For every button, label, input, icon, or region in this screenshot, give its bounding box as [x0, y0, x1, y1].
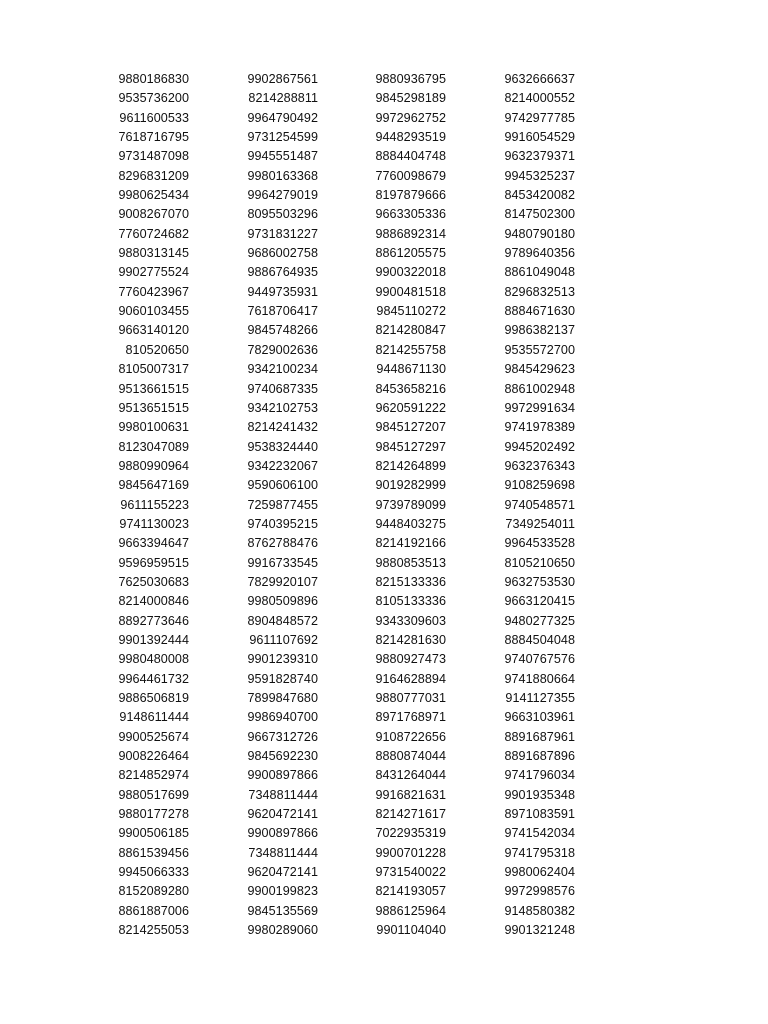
phone-number-cell: 8971083591: [504, 807, 575, 822]
phone-number-cell: 9731254599: [247, 130, 318, 145]
phone-number-cell: 9632376343: [504, 458, 575, 473]
phone-number-cell: 7899847680: [247, 691, 318, 705]
phone-number-cell: 9663305336: [375, 207, 446, 222]
phone-number-cell: 7760423967: [118, 284, 189, 299]
phone-number-cell: 9535736200: [118, 91, 189, 106]
phone-number-cell: 9019282999: [375, 478, 446, 493]
phone-number-cell: 9900701228: [375, 845, 446, 860]
phone-number-cell: 9845127297: [375, 439, 446, 454]
phone-number-cell: 9742977785: [504, 110, 575, 125]
phone-number-cell: 8105007317: [118, 362, 189, 377]
phone-number-cell: 9449735931: [247, 284, 318, 299]
phone-number-cell: 9513651515: [118, 400, 189, 415]
phone-number-cell: 9611155223: [120, 497, 189, 512]
phone-number-cell: 9448671130: [376, 362, 446, 377]
phone-number-cell: 9538324440: [247, 439, 318, 454]
phone-number-cell: 9148611444: [119, 710, 189, 725]
phone-number-cell: 8214281630: [375, 632, 446, 647]
phone-number-cell: 9880927473: [375, 652, 446, 667]
phone-number-cell: 7022935319: [375, 826, 446, 841]
phone-number-cell: 9964279019: [247, 188, 318, 203]
phone-column-1: [0, 70, 189, 940]
phone-number-cell: 9916054529: [504, 130, 575, 145]
phone-number-cell: 9845298189: [375, 91, 446, 106]
phone-number-cell: 9741796034: [504, 768, 575, 783]
phone-number-cell: 9845127207: [375, 420, 446, 435]
phone-number-cell: 9632666637: [504, 72, 575, 86]
phone-number-cell: 8861539456: [118, 845, 189, 860]
phone-column-4: [460, 70, 575, 940]
phone-number-cell: 7349254011: [505, 516, 575, 531]
phone-number-cell: 9686002758: [247, 246, 318, 261]
phone-number-cell: 7829002636: [247, 342, 318, 357]
phone-number-cell: 8214264899: [375, 458, 446, 473]
phone-number-cell: 9900481518: [375, 284, 446, 299]
phone-number-cell: 9900897866: [247, 826, 318, 841]
phone-number-cell: 9980289060: [247, 923, 318, 938]
phone-number-cell: 7760098679: [375, 168, 446, 183]
phone-number-cell: 9886125964: [375, 903, 446, 918]
phone-number-cell: 8971768971: [375, 710, 446, 725]
phone-number-cell: 8892773646: [118, 613, 189, 628]
phone-number-cell: 9008226464: [118, 749, 189, 764]
phone-number-cell: 7618706417: [247, 304, 318, 319]
phone-number-cell: 7618716795: [118, 130, 189, 145]
phone-number-cell: 9108259698: [504, 478, 575, 493]
phone-number-cell: 8884671630: [504, 304, 575, 319]
phone-number-cell: 9513661515: [118, 381, 189, 396]
phone-number-cell: 9535572700: [504, 342, 575, 357]
phone-number-cell: 9986940700: [247, 710, 318, 725]
phone-number-cell: 9980509896: [247, 594, 318, 609]
phone-number-cell: 9902775524: [118, 265, 189, 280]
phone-column-3: [330, 70, 446, 940]
phone-number-cell: 8861049048: [504, 265, 575, 280]
phone-number-cell: 9900897866: [247, 768, 318, 783]
phone-number-cell: 9596959515: [118, 555, 189, 570]
phone-number-cell: 9741130023: [119, 516, 189, 531]
phone-number-cell: 8147502300: [504, 207, 575, 222]
phone-number-cell: 9590606100: [247, 478, 318, 493]
phone-number-cell: 8296831209: [118, 168, 189, 183]
phone-number-cell: 9880313145: [118, 246, 189, 261]
phone-number-cell: 9060103455: [118, 304, 189, 319]
phone-number-cell: 9740395215: [247, 516, 318, 531]
phone-number-cell: 8431264044: [375, 768, 446, 783]
phone-number-cell: 8214255758: [375, 342, 446, 357]
phone-number-cell: 9008267070: [118, 207, 189, 222]
phone-number-cell: 9972998576: [504, 884, 575, 899]
phone-number-cell: 9741880664: [504, 671, 575, 686]
phone-number-cell: 9342100234: [247, 362, 318, 377]
phone-number-cell: 9901104040: [376, 923, 446, 938]
phone-number-cell: 9731831227: [247, 226, 318, 241]
phone-number-cell: 9880177278: [118, 807, 189, 822]
phone-number-cell: 8095503296: [247, 207, 318, 222]
phone-number-cell: 9611600533: [119, 110, 189, 125]
phone-number-cell: 9945551487: [247, 149, 318, 164]
phone-number-cell: 8884504048: [504, 632, 575, 647]
phone-number-cell: 7760724682: [118, 226, 189, 241]
phone-number-cell: 8105210650: [504, 555, 575, 570]
phone-number-cell: 9141127355: [505, 691, 575, 705]
phone-number-cell: 9845110272: [376, 304, 446, 319]
phone-number-cell: 7829920107: [247, 574, 318, 589]
phone-number-cell: 9972962752: [375, 110, 446, 125]
phone-number-cell: 9620472141: [247, 807, 318, 822]
phone-number-cell: 9663103961: [504, 710, 575, 725]
phone-number-cell: 9845429623: [504, 362, 575, 377]
phone-number-cell: 8880874044: [375, 749, 446, 764]
phone-number-cell: 8214241432: [247, 420, 318, 435]
phone-number-cell: 8197879666: [375, 188, 446, 203]
phone-number-cell: 9343309603: [375, 613, 446, 628]
phone-number-cell: 9632379371: [504, 149, 575, 164]
phone-number-cell: 9900322018: [375, 265, 446, 280]
phone-number-cell: 9845748266: [247, 323, 318, 338]
phone-number-cell: 8214852974: [118, 768, 189, 783]
phone-number-cell: 9342232067: [247, 458, 318, 473]
phone-number-cell: 9880853513: [375, 555, 446, 570]
phone-number-cell: 9886506819: [118, 691, 189, 705]
phone-number-cell: 8861205575: [375, 246, 446, 261]
phone-number-cell: 9845135569: [247, 903, 318, 918]
phone-number-cell: 8214255053: [118, 923, 189, 938]
phone-number-cell: 8214000552: [504, 91, 575, 106]
phone-number-cell: 9741978389: [504, 420, 575, 435]
phone-number-cell: 8214193057: [375, 884, 446, 899]
phone-number-cell: 9880517699: [118, 787, 189, 802]
phone-number-cell: 9663394647: [118, 536, 189, 551]
phone-number-cell: 9901239310: [247, 652, 318, 667]
phone-number-cell: 9731540022: [375, 865, 446, 880]
phone-number-cell: 9980480008: [118, 652, 189, 667]
phone-number-cell: 8891687961: [504, 729, 575, 744]
phone-number-cell: 8904848572: [247, 613, 318, 628]
phone-number-cell: 9480790180: [504, 226, 575, 241]
phone-number-cell: 8123047089: [118, 439, 189, 454]
phone-number-cell: 9148580382: [504, 903, 575, 918]
phone-number-cell: 9900199823: [247, 884, 318, 899]
phone-number-cell: 9900525674: [118, 729, 189, 744]
phone-number-cell: 9901392444: [118, 632, 189, 647]
phone-number-cell: 8214288811: [248, 91, 318, 106]
phone-number-cell: 8762788476: [247, 536, 318, 551]
phone-number-cell: 8214000846: [118, 594, 189, 609]
phone-number-cell: 9731487098: [118, 149, 189, 164]
phone-number-cell: 9886892314: [375, 226, 446, 241]
phone-number-cell: 9901321248: [504, 923, 575, 938]
phone-number-cell: 9901935348: [504, 787, 575, 802]
phone-number-cell: 9980100631: [118, 420, 189, 435]
phone-number-cell: 9980062404: [504, 865, 575, 880]
phone-number-cell: 9480277325: [504, 613, 575, 628]
phone-number-cell: 9916733545: [247, 555, 318, 570]
phone-number-cell: 8214280847: [375, 323, 446, 338]
phone-number-cell: 9964790492: [247, 110, 318, 125]
phone-number-cell: 9448293519: [375, 130, 446, 145]
phone-number-cell: 8215133336: [375, 574, 446, 589]
phone-number-cell: 8861002948: [504, 381, 575, 396]
phone-number-cell: 7348811444: [248, 845, 318, 860]
phone-number-cell: 8105133336: [375, 594, 446, 609]
phone-number-cell: 9964533528: [504, 536, 575, 551]
phone-number-cell: 9945325237: [504, 168, 575, 183]
phone-number-cell: 9980163368: [247, 168, 318, 183]
phone-number-cell: 8453420082: [504, 188, 575, 203]
phone-number-cell: 9342102753: [247, 400, 318, 415]
phone-number-cell: 7348811444: [248, 787, 318, 802]
phone-number-cell: 8453658216: [375, 381, 446, 396]
phone-number-cell: 9986382137: [504, 323, 575, 338]
phone-number-cell: 9916821631: [375, 787, 446, 802]
phone-number-cell: 9164628894: [375, 671, 446, 686]
phone-number-cell: 9741542034: [504, 826, 575, 841]
phone-number-cell: 9964461732: [118, 671, 189, 686]
phone-number-cell: 9880186830: [118, 72, 189, 86]
phone-number-cell: 9845647169: [118, 478, 189, 493]
phone-number-cell: 9740548571: [504, 497, 575, 512]
phone-number-cell: 9845692230: [247, 749, 318, 764]
phone-number-cell: 9945202492: [504, 439, 575, 454]
phone-number-cell: 8891687896: [504, 749, 575, 764]
phone-number-cell: 9667312726: [247, 729, 318, 744]
phone-number-cell: 8884404748: [375, 149, 446, 164]
phone-number-cell: 9740767576: [504, 652, 575, 667]
phone-number-cell: 9886764935: [247, 265, 318, 280]
phone-number-cell: 9620591222: [375, 400, 446, 415]
phone-number-cell: 9789640356: [504, 246, 575, 261]
phone-number-cell: 8214192166: [375, 536, 446, 551]
phone-number-cell: 9880990964: [118, 458, 189, 473]
phone-number-cell: 9880936795: [375, 72, 446, 86]
phone-number-cell: 9620472141: [247, 865, 318, 880]
phone-number-cell: 9632753530: [504, 574, 575, 589]
phone-number-cell: 9108722656: [375, 729, 446, 744]
phone-number-cell: 9880777031: [375, 691, 446, 705]
phone-number-cell: 9740687335: [247, 381, 318, 396]
phone-number-cell: 9663120415: [504, 594, 575, 609]
phone-number-cell: 9739789099: [375, 497, 446, 512]
phone-number-cell: 9663140120: [118, 323, 189, 338]
phone-number-cell: 8152089280: [118, 884, 189, 899]
phone-number-cell: 8214271617: [375, 807, 446, 822]
phone-number-cell: 9972991634: [504, 400, 575, 415]
phone-number-cell: 9741795318: [504, 845, 575, 860]
phone-number-cell: 9902867561: [247, 72, 318, 86]
phone-number-cell: 8296832513: [504, 284, 575, 299]
phone-number-cell: 810520650: [125, 342, 189, 357]
phone-column-2: [200, 70, 318, 940]
phone-number-cell: 9591828740: [247, 671, 318, 686]
phone-number-cell: 7259877455: [247, 497, 318, 512]
phone-number-cell: 9900506185: [118, 826, 189, 841]
phone-number-cell: 9611107692: [249, 632, 318, 647]
phone-number-cell: 9448403275: [375, 516, 446, 531]
phone-number-cell: 7625030683: [118, 574, 189, 589]
phone-number-cell: 9945066333: [118, 865, 189, 880]
phone-number-cell: 9980625434: [118, 188, 189, 203]
phone-number-cell: 8861887006: [118, 903, 189, 918]
